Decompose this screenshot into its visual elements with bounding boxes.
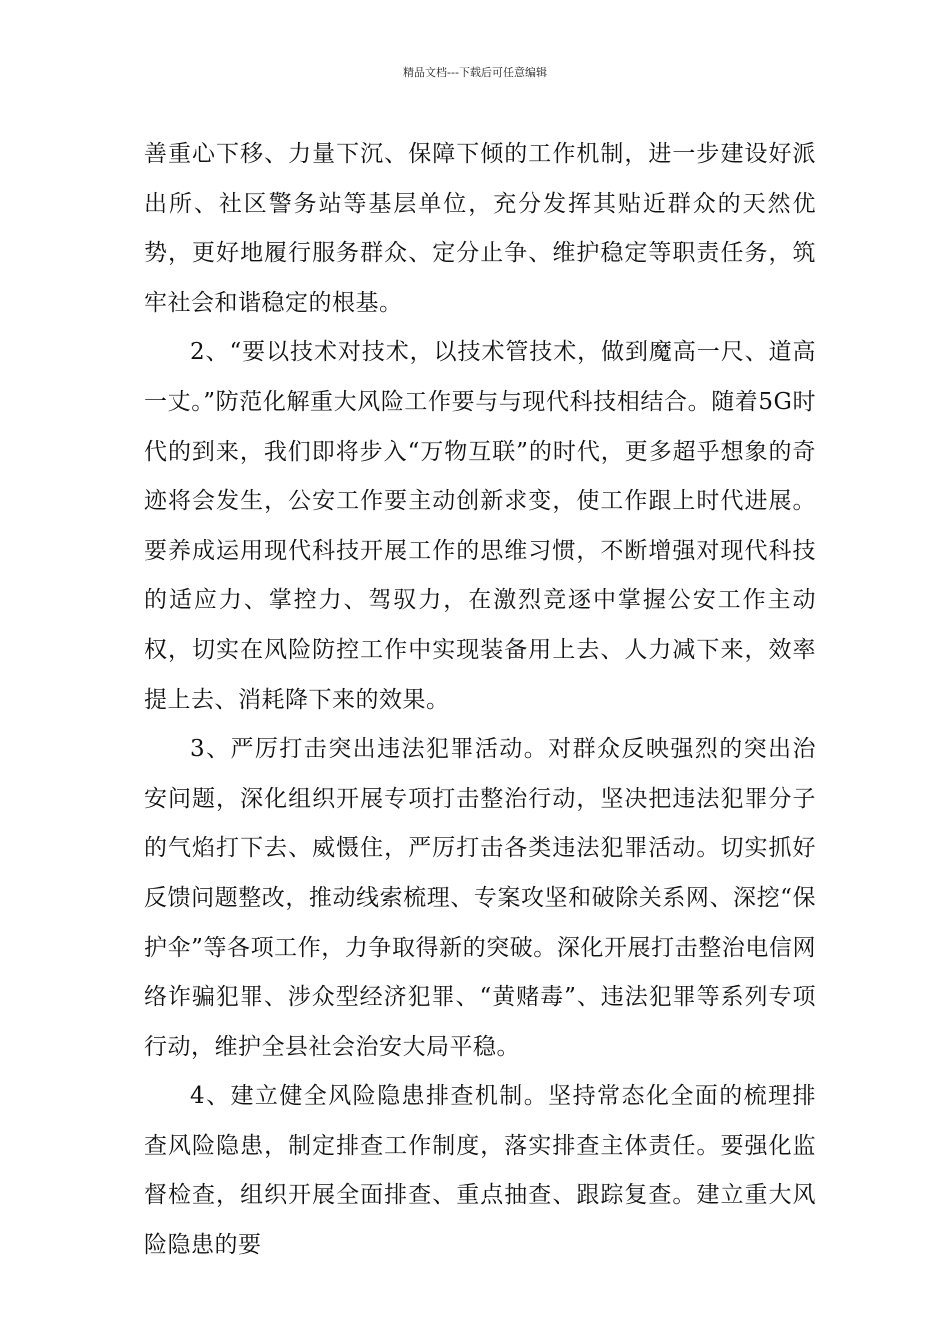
paragraph-4: 4、建立健全风险隐患排查机制。坚持常态化全面的梳理排查风险隐患，制定排查工作制度，落实排查主体责任。要强化监督检查，组织开展全面排查、重点抽查、跟踪复查。建立重大风险隐患的要: [144, 1083, 816, 1259]
document-body: [144, 130, 816, 1271]
paragraph-continued: 善重心下移、力量下沉、保障下倾的工作机制，进一步建设好派出所、社区警务站等基层单位，充分发挥其贴近群众的天然优势，更好地履行服务群众、定分止争、维护稳定等职责任务，筑牢社会和谐稳定的根基。: [144, 141, 816, 316]
paragraph-2: 2、“要以技术对技术，以技术管技术，做到魔高一尺、道高一丈。”防范化解重大风险工作要与与现代科技相结合。随着5G时代的到来，我们即将步入“万物互联”的时代，更多超乎想象的奇迹将会发生，公安工作要主动创新求变，使工作跟上时代进展。要养成运用现代科技开展工作的思维习惯，不断增强对现代科技的适应力、掌控力、驾驭力，在激烈竞逐中掌握公安工作主动权，切实在风险防控工作中实现装备用上去、人力减下来，效率提上去、消耗降下来的效果。: [144, 339, 816, 713]
paragraph-3: 3、严厉打击突出违法犯罪活动。对群众反映强烈的突出治安问题，深化组织开展专项打击整治行动，坚决把违法犯罪分子的气焰打下去、威慑住，严厉打击各类违法犯罪活动。切实抓好反馈问题整改，推动线索梳理、专案攻坚和破除关系网、深挖“保护伞”等各项工作，力争取得新的突破。深化开展打击整治电信网络诈骗犯罪、涉众型经济犯罪、“黄赌毒”、违法犯罪等系列专项行动，维护全县社会治安大局平稳。: [144, 736, 816, 1060]
page-header: 精品文档---下载后可任意编辑: [403, 66, 547, 79]
